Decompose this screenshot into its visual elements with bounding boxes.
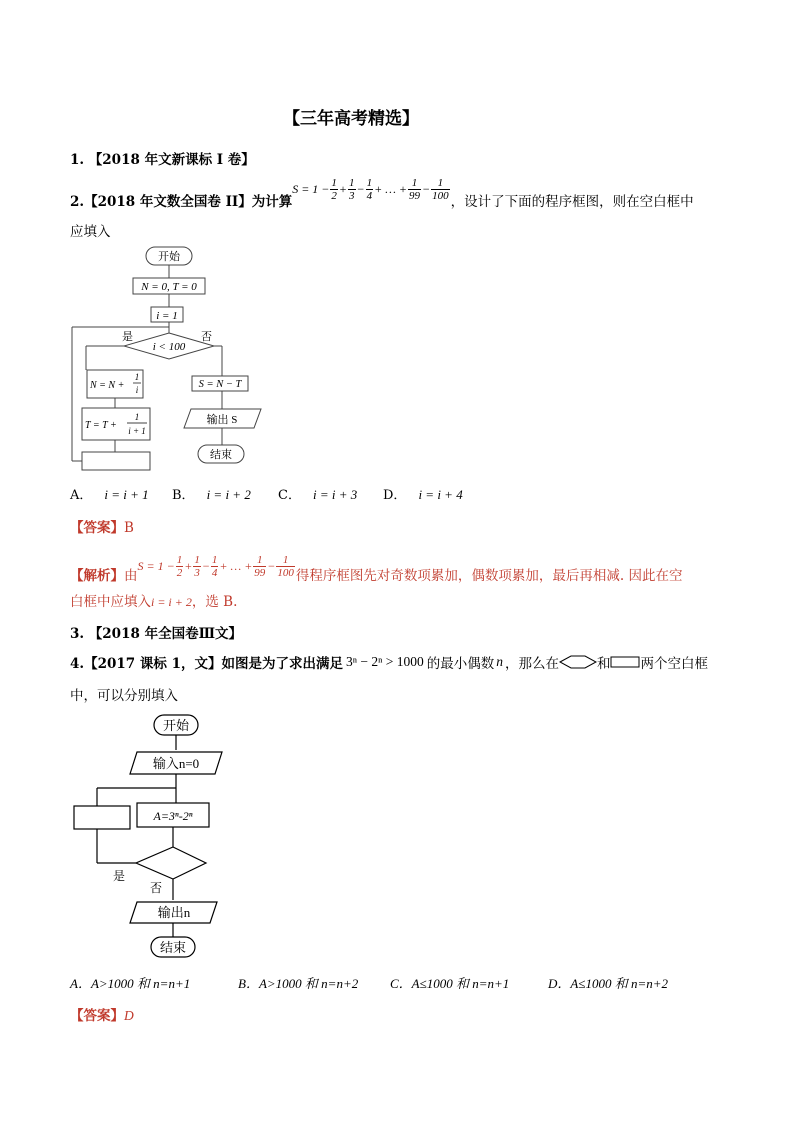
q2-option-d: D． i = i + 4 [383, 487, 463, 503]
analysis-formula: S = 1 − $\frac{1}{2}$ + $\frac{1}{3}$ − $\frac{1}{4}$ + … + $\frac{1}{99}$ − $\frac{1}{100}$ [137, 553, 294, 579]
question-2-line2: 应填入 [70, 224, 111, 240]
flowchart4-start-text: 开始 [162, 718, 190, 733]
q2-option-c: C． i = i + 3 [278, 487, 358, 503]
q2-option-b: B． i = i + 2 [172, 487, 251, 503]
q4-option-b: B．A>1000 和 n=n+2 [238, 976, 359, 991]
analysis-label: 【解析】 [70, 568, 124, 584]
fraction-1-2: $\frac{1}{2}$ [331, 176, 337, 202]
flowchart-q2 [66, 244, 266, 474]
flowchart4-output-text: 输出n [157, 905, 191, 920]
question-1-label: 1. 【2018 年文新课标 I 卷】 [70, 152, 255, 168]
q2-answer: 【答案】B [70, 520, 134, 536]
formula-lead: S = 1 − [292, 181, 330, 196]
question-2-formula: S = 1 − $\frac{1}{2}$ + $\frac{1}{3}$ − $\frac{1}{4}$ + … + $\frac{1}{99}$ − $\frac{1}{100}$ [292, 176, 449, 202]
flowchart4-input-text: 输入n=0 [152, 756, 200, 771]
diamond-blank-icon [559, 655, 597, 669]
question-4-middle: 的最小偶数 [426, 656, 495, 672]
page-title: 【三年高考精选】 [283, 109, 419, 129]
q2-analysis-line2: 白框中应填入i = i + 2，选 B. [70, 594, 238, 610]
question-4-var-n: n [496, 654, 503, 669]
question-4-line2: 中，可以分别填入 [70, 688, 178, 704]
question-4-inequality: 3ⁿ − 2ⁿ > 1000 [345, 654, 424, 669]
q4-answer: 【答案】D [70, 1008, 134, 1024]
flowchart4-condition-diamond [136, 847, 206, 879]
question-2-suffix: ，设计了下面的程序框图，则在空白框中 [450, 194, 694, 210]
question-4-prefix: 4.【2017 课标 1，文】如图是为了求出满足 [70, 656, 343, 672]
flowchart4-no-label: 否 [150, 881, 163, 895]
formula-dots: + … + [374, 181, 407, 196]
fraction-1-99: $\frac{1}{99}$ [409, 176, 420, 202]
flowchart-end-text: 结束 [210, 449, 232, 461]
flowchart-n-frac-num: 1 [134, 372, 140, 382]
flowchart4-yes-label: 是 [113, 869, 126, 883]
flowchart-n-frac-den: i [135, 385, 139, 395]
flowchart-init-text: N = 0, T = 0 [141, 281, 197, 293]
analysis-lead: 由 [124, 568, 138, 584]
flowchart-t-frac-den: i + 1 [128, 426, 146, 436]
question-4-text-after: ，那么在 [504, 656, 559, 672]
flowchart-output-text: 输出 S [206, 414, 238, 426]
q2-option-a: A． i = i + 1 [70, 487, 149, 503]
flowchart-i-init-text: i = 1 [156, 310, 178, 322]
flowchart-q4 [66, 712, 226, 964]
q4-option-d: D．A≤1000 和 n=n+2 [548, 976, 669, 991]
question-3-label: 3. 【2018 年全国卷Ⅲ文】 [70, 626, 243, 642]
flowchart-yes-label: 是 [122, 331, 133, 343]
question-2-line1 [70, 176, 694, 220]
flowchart-s-calc-text: S = N − T [198, 379, 242, 390]
fraction-1-4: $\frac{1}{4}$ [366, 176, 373, 202]
fraction-1-3: $\frac{1}{3}$ [349, 176, 355, 202]
flowchart-t-update-text: T = T + [85, 420, 117, 431]
q4-option-a: A．A>1000 和 n=n+1 [70, 976, 191, 991]
flowchart4-calc-text: A=3ⁿ-2ⁿ [153, 809, 193, 823]
analysis-mid: 得程序框图先对奇数项累加，偶数项累加，最后再相减. 因此在空 [295, 568, 683, 584]
q2-analysis-line1 [70, 545, 683, 589]
flowchart-start-text: 开始 [158, 251, 180, 263]
fraction-1-100: $\frac{1}{100}$ [432, 176, 449, 202]
flowchart-n-update-text: N = N + [90, 380, 125, 391]
question-4-suffix: 两个空白框 [640, 656, 708, 672]
flowchart-condition-text: i < 100 [152, 341, 186, 353]
question-4-line1 [70, 652, 708, 672]
q4-option-c: C．A≤1000 和 n=n+1 [390, 976, 510, 991]
question-2-prefix: 2.【2018 年文数全国卷 II】为计算 [70, 194, 293, 210]
flowchart-no-label: 否 [201, 331, 212, 343]
question-4-and: 和 [596, 656, 611, 672]
rectangle-blank-icon [610, 655, 640, 669]
flowchart4-end-text: 结束 [159, 940, 187, 955]
flowchart4-blank-box [74, 806, 130, 829]
flowchart-t-frac-num: 1 [134, 412, 140, 422]
flowchart-blank-box [82, 452, 150, 470]
